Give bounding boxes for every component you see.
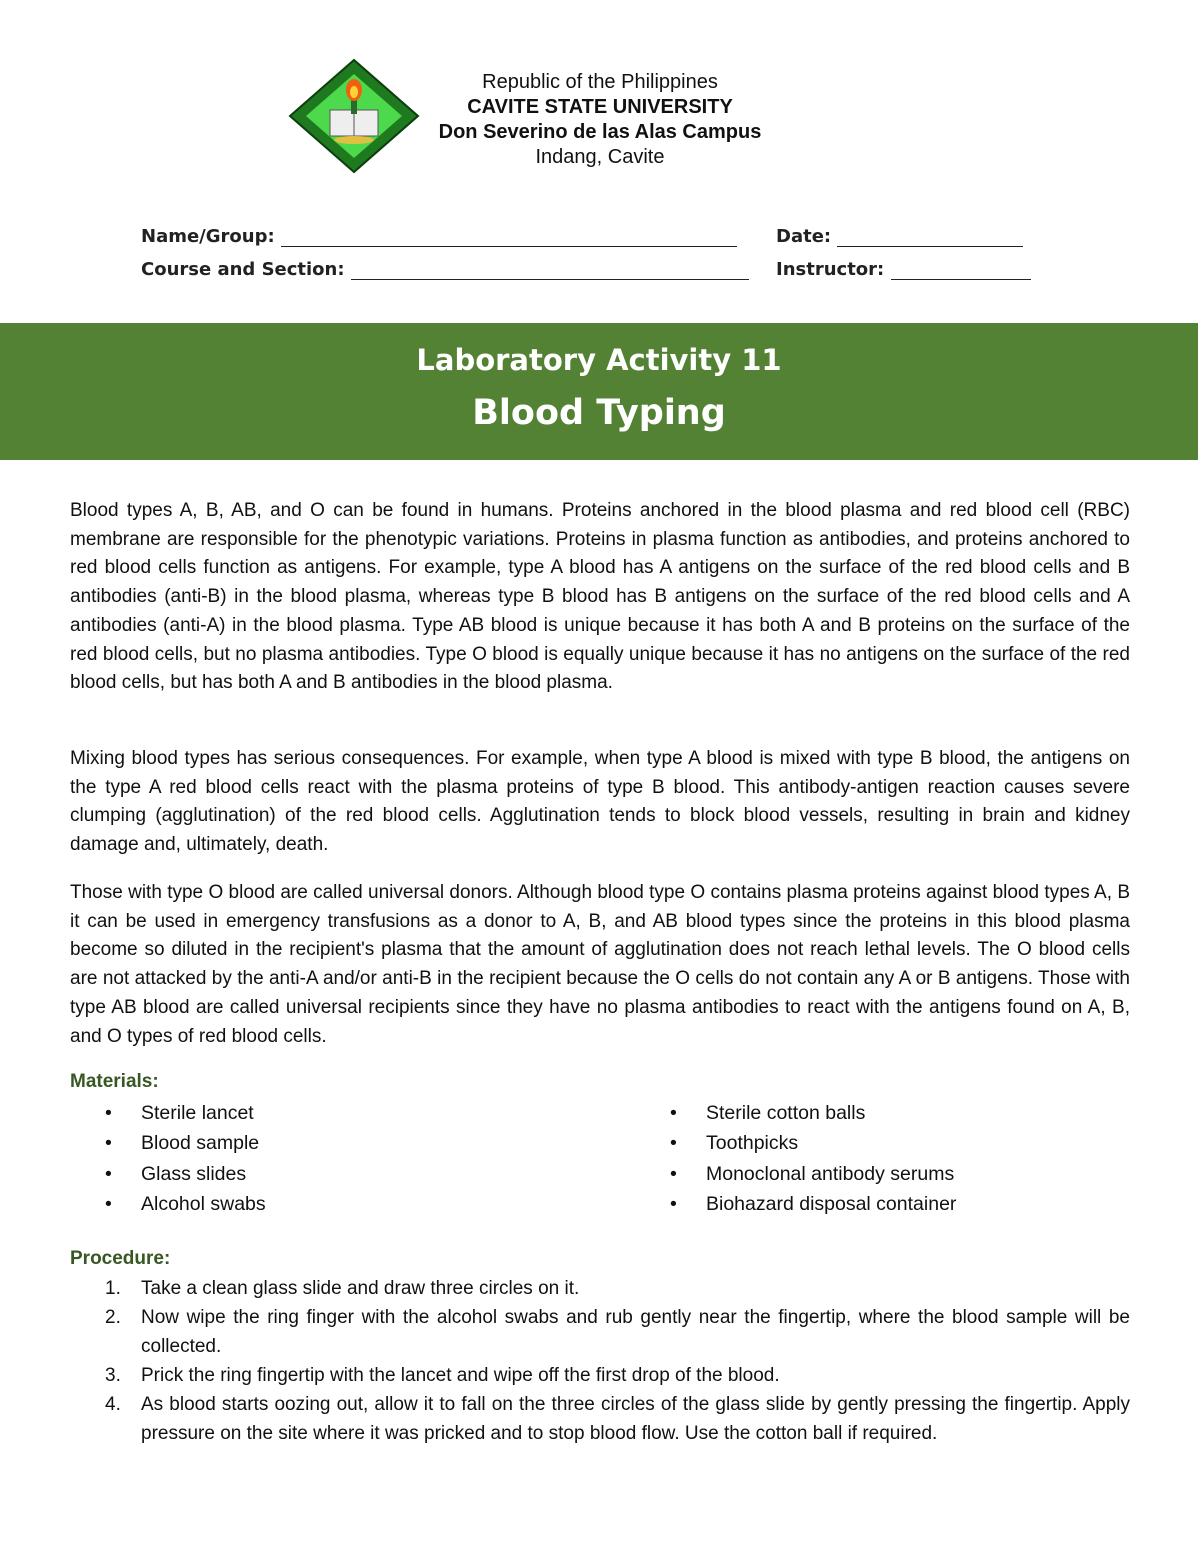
procedure-step <box>70 1274 1130 1303</box>
date-label: Date: <box>776 226 832 247</box>
university-name: CAVITE STATE UNIVERSITY <box>467 96 733 118</box>
date-blank[interactable] <box>837 228 1023 247</box>
institution-header <box>400 70 800 170</box>
procedure-step <box>70 1303 1130 1361</box>
course-section-field[interactable] <box>141 259 749 280</box>
location: Indang, Cavite <box>535 146 665 168</box>
campus-name: Don Severino de las Alas Campus <box>438 121 762 143</box>
procedure-heading: Procedure: <box>70 1248 171 1269</box>
step-number: 3. <box>105 1365 121 1386</box>
instructor-field[interactable] <box>776 259 1031 280</box>
activity-title: Blood Typing <box>472 393 726 433</box>
step-text: Take a clean glass slide and draw three circles on it. <box>141 1278 580 1299</box>
instructor-label: Instructor: <box>776 259 885 280</box>
materials-heading: Materials: <box>70 1071 159 1092</box>
step-number: 1. <box>105 1278 121 1299</box>
materials-list-left <box>70 1098 630 1219</box>
mixing-paragraph: Mixing blood types has serious consequences. For example, when type A blood is mixed with type B blood, the antigens on the type A red blood cells react with the plasma proteins of type B blood. This antibody-antigen reaction causes severe clumping (agglutination) of the red blood cells. Agglutination tends to block blood vessels, resulting in brain and kidney damage and, ultimately, death. <box>70 748 1130 856</box>
step-text: Prick the ring fingertip with the lancet and wipe off the first drop of the blood. <box>141 1365 780 1386</box>
course-section-blank[interactable] <box>351 261 749 280</box>
name-group-field[interactable] <box>141 226 737 247</box>
step-number: 4. <box>105 1394 121 1415</box>
course-section-label: Course and Section: <box>141 259 345 280</box>
material-item: • Monoclonal antibody serums <box>635 1159 1135 1189</box>
material-item: • Glass slides <box>70 1159 630 1189</box>
material-item: • Alcohol swabs <box>70 1189 630 1219</box>
material-item: • Sterile lancet <box>70 1098 630 1128</box>
intro-paragraph: Blood types A, B, AB, and O can be found in humans. Proteins anchored in the blood plasma and red blood cell (RBC) membrane are responsible for the phenotypic variations. Proteins in plasma function as antibodies, and proteins anchored to red blood cells function as antigens. For example, type A blood has A antigens on the surface of the red blood cells and B antibodies (anti-B) in the blood plasma, whereas type B blood has B antigens on the surface of the red blood cells and A antibodies (anti-A) in the blood plasma. Type AB blood is unique because it has both A and B proteins on the surface of the red blood cells, but no plasma antibodies. Type O blood is equally unique because it has no antigens on the surface of the red blood cells, but has both A and B antibodies in the blood plasma. <box>70 500 1130 694</box>
republic-line: Republic of the Philippines <box>482 71 718 93</box>
activity-number: Laboratory Activity 11 <box>416 343 782 377</box>
name-group-blank[interactable] <box>281 228 737 247</box>
name-group-label: Name/Group: <box>141 226 275 247</box>
instructor-blank[interactable] <box>891 261 1031 280</box>
date-field[interactable] <box>776 226 1023 247</box>
procedure-steps <box>70 1274 1130 1448</box>
materials-list-right <box>635 1098 1135 1219</box>
procedure-step <box>70 1361 1130 1390</box>
step-text: As blood starts oozing out, allow it to fall on the three circles of the glass slide by gently pressing the fingertip. Apply pressure on the site where it was pricked and to stop blood flow. Use the cotton ball if required. <box>141 1394 1130 1444</box>
material-item: • Sterile cotton balls <box>635 1098 1135 1128</box>
step-text: Now wipe the ring finger with the alcohol swabs and rub gently near the fingertip, where the blood sample will be collected. <box>141 1307 1130 1357</box>
procedure-step <box>70 1390 1130 1448</box>
donors-paragraph: Those with type O blood are called universal donors. Although blood type O contains plasma proteins against blood types A, B it can be used in emergency transfusions as a donor to A, B, and AB blood types since the proteins in this blood plasma become so diluted in the recipient's plasma that the amount of agglutination does not reach lethal levels. The O blood cells are not attacked by the anti-A and/or anti-B in the recipient because the O cells do not contain any A or B antigens. Those with type AB blood are called universal recipients since they have no plasma antibodies to react with the antigens found on A, B, and O types of red blood cells. <box>70 882 1130 1047</box>
material-item: • Blood sample <box>70 1128 630 1158</box>
step-number: 2. <box>105 1307 121 1328</box>
material-item: • Toothpicks <box>635 1128 1135 1158</box>
title-banner <box>0 323 1198 460</box>
material-item: • Biohazard disposal container <box>635 1189 1135 1219</box>
